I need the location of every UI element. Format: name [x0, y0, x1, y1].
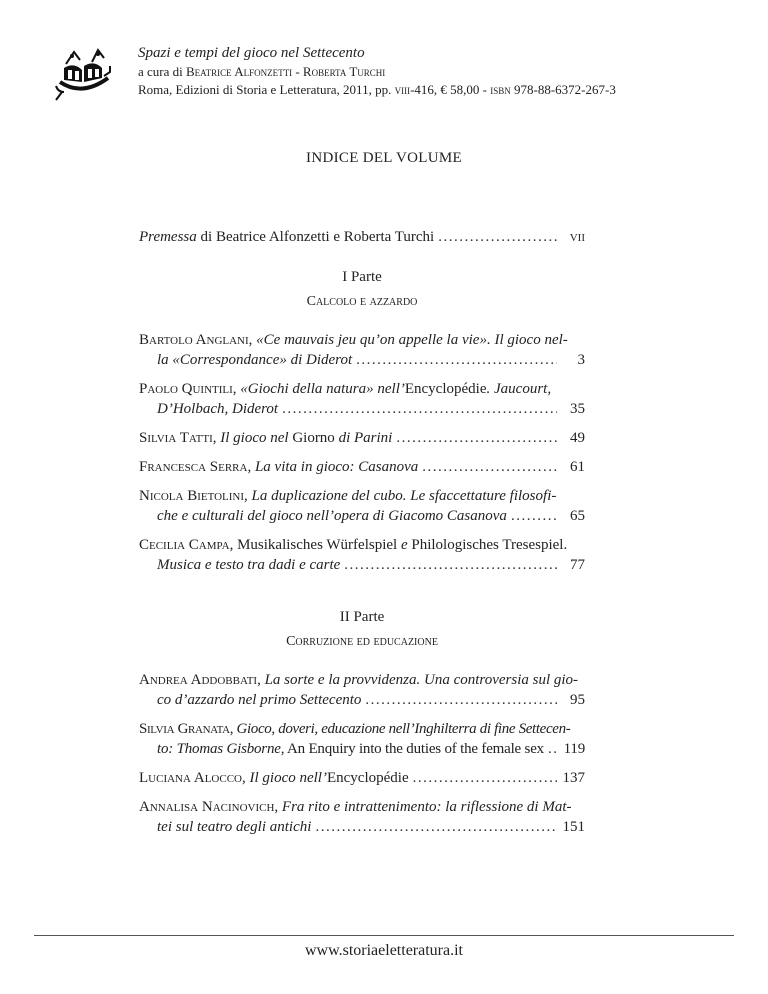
premessa-label: Premessa [139, 229, 197, 245]
leader-dots [344, 555, 557, 575]
work-title: Musikalisches Würfelspiel [237, 537, 401, 553]
essay-title: Il gioco nel [220, 430, 293, 446]
page-number: 61 [570, 459, 585, 475]
leader-dots [413, 768, 557, 788]
toc-entry: Francesca Serra, La vita in gioco: Casanova ..... 61 [139, 457, 585, 477]
editors-names: Beatrice Alfonzetti - Roberta Turchi [186, 64, 386, 79]
essay-title: e [400, 537, 408, 553]
page-number: 77 [570, 557, 585, 573]
table-of-contents [139, 227, 585, 846]
author-name: Andrea Addobbati [139, 672, 258, 688]
part-2-title: II Parte [339, 609, 385, 625]
essay-title: Il gioco nell’ [249, 770, 327, 786]
leader-dots [365, 690, 557, 710]
publisher-line [138, 81, 738, 99]
essay-title: Fra rito e intrattenimento: la riflessione di Mat- [281, 799, 572, 815]
publisher-text: Roma, Edizioni di Storia e Letteratura, 2011, pp. [138, 82, 395, 97]
essay-title: La sorte e la provvidenza. Una controversia sul gio- [264, 672, 579, 688]
work-title: Encyclopédie [326, 770, 409, 786]
author-name: Bartolo Anglani [139, 332, 249, 348]
editors-prefix: a cura di [138, 64, 187, 79]
essay-title: «Ce mauvais jeu qu’on appelle la vie». Il gioco nel- [256, 332, 568, 348]
page-number: 151 [562, 819, 585, 835]
essay-title: «Giochi della natura» nell’ [240, 381, 405, 397]
essay-title: Gioco, doveri, educazione nell’Inghilterra di fine Settecen- [236, 721, 571, 737]
book-header [138, 44, 738, 99]
author-name: Silvia Tatti [139, 430, 213, 446]
footer-divider [34, 935, 734, 936]
work-title: An Enquiry into the duties of the female sex [284, 741, 544, 757]
author-name: Cecilia Campa [139, 537, 230, 553]
author-name: Francesca Serra [139, 459, 248, 475]
essay-title: di Parini [334, 430, 393, 446]
part-2-subtitle: Corruzione ed educazione [286, 634, 438, 649]
leader-dots [438, 227, 557, 247]
premessa-authors: di Beatrice Alfonzetti e Roberta Turchi [196, 229, 435, 245]
pages-price: -416, € 58,00 - [410, 82, 491, 97]
page-number: 3 [577, 352, 585, 368]
toc-entry: Nicola Bietolini, La duplicazione del cubo. Le sfaccettature filosofi- che e culturali del gioco nell’opera di Giacomo Casanova ..... 65 [139, 486, 585, 526]
essay-title-cont: to: Thomas Gisborne, [157, 741, 285, 757]
author-name: Annalisa Nacinovich [139, 799, 275, 815]
page-number: 95 [570, 692, 585, 708]
book-title: Spazi e tempi del gioco nel Settecento [138, 45, 365, 61]
essay-title: La duplicazione del cubo. Le sfaccettature filosofi- [251, 488, 557, 504]
page-number: 35 [570, 401, 585, 417]
work-title: Giorno [292, 430, 335, 446]
leader-dots [548, 739, 557, 759]
pages-roman: viii [394, 82, 411, 97]
toc-entry: Bartolo Anglani, «Ce mauvais jeu qu’on appelle la vie». Il gioco nel- la «Correspondance» di Diderot ..... 3 [139, 330, 585, 370]
author-name: Silvia Granata [139, 721, 230, 737]
page-number: 49 [570, 430, 585, 446]
toc-entry: Luciana Alocco, Il gioco nell’Encyclopédie ..... 137 [139, 768, 585, 788]
page-number: 137 [562, 770, 585, 786]
toc-entry: Annalisa Nacinovich, Fra rito e intrattenimento: la riflessione di Mat- tei sul teatro degli antichi ..... 151 [139, 797, 585, 837]
essay-title-cont: la «Correspondance» di Diderot [157, 352, 353, 368]
publisher-logo [52, 42, 114, 104]
work-title: Philologisches Tresespiel. [407, 537, 568, 553]
essay-title: La vita in gioco: Casanova [254, 459, 419, 475]
essay-title-cont: co d’azzardo nel primo Settecento [157, 692, 362, 708]
page-number: vii [569, 229, 585, 245]
essay-title-cont: Musica e testo tra dadi e carte [157, 557, 341, 573]
editors-line [138, 63, 738, 81]
essay-title-cont: tei sul teatro degli antichi [157, 819, 312, 835]
author-name: Luciana Alocco [139, 770, 242, 786]
essay-title-cont: che e culturali del gioco nell’opera di Giacomo Casanova [157, 508, 507, 524]
leader-dots [422, 457, 557, 477]
essay-title: . Jaucourt, [486, 381, 552, 397]
leader-dots [282, 399, 557, 419]
publisher-website[interactable]: www.storiaeletteratura.it [304, 942, 463, 959]
leader-dots [356, 350, 557, 370]
toc-entry: Andrea Addobbati, La sorte e la provvidenza. Una controversia sul gio- co d’azzardo nel primo Settecento ..... 95 [139, 670, 585, 710]
author-name: Paolo Quintili [139, 381, 233, 397]
work-title: Encyclopédie [404, 381, 487, 397]
toc-entry: Paolo Quintili, «Giochi della natura» nell’Encyclopédie. Jaucourt, D’Holbach, Diderot ..... 35 [139, 379, 585, 419]
page-number: 65 [570, 508, 585, 524]
part-1-subtitle: Calcolo e azzardo [306, 294, 418, 309]
toc-entry: Silvia Granata, Gioco, doveri, educazione nell’Inghilterra di fine Settecen- to: Thomas Gisborne, An Enquiry into the duties of the female sex ..... 119 [139, 719, 585, 759]
isbn-number: 978-88-6372-267-3 [510, 82, 616, 97]
page-number: 119 [563, 741, 585, 757]
essay-title-cont: D’Holbach, Diderot [157, 401, 279, 417]
part-1-title: I Parte [342, 269, 382, 285]
ship-logo-icon [52, 42, 114, 104]
leader-dots [511, 506, 557, 526]
toc-entry: Cecilia Campa, Musikalisches Würfelspiel e Philologisches Tresespiel. Musica e testo tra dadi e carte ..... 77 [139, 535, 585, 575]
page-title: INDICE DEL VOLUME [306, 150, 462, 166]
leader-dots [396, 428, 557, 448]
leader-dots [315, 817, 556, 837]
author-name: Nicola Bietolini [139, 488, 245, 504]
toc-entry-premessa [139, 227, 585, 247]
toc-entry: Silvia Tatti, Il gioco nel Giorno di Parini ..... 49 [139, 428, 585, 448]
isbn-label: isbn [490, 82, 511, 97]
